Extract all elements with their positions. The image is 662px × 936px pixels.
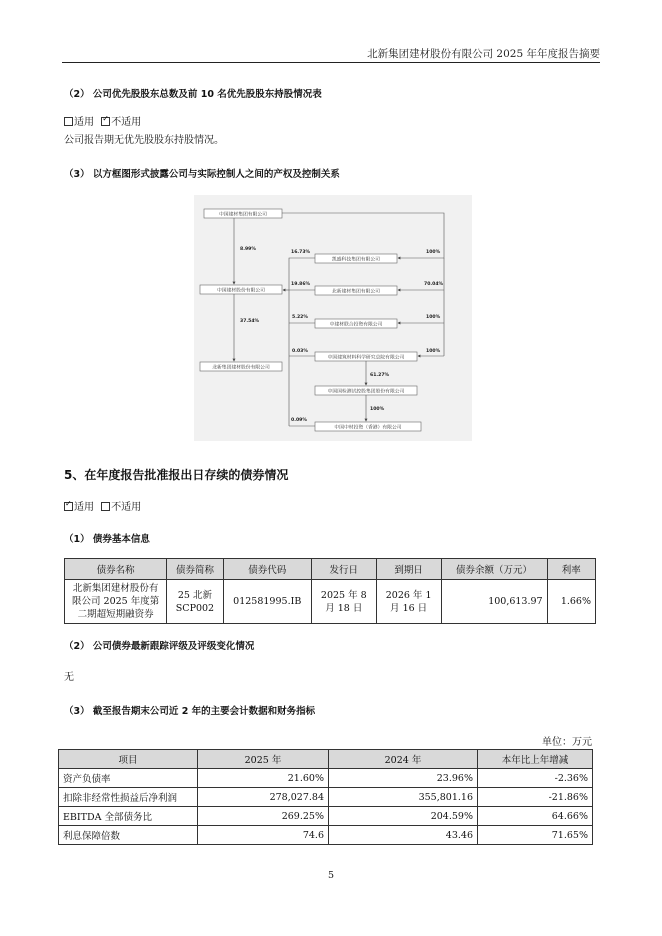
unit-label: 单位：万元 bbox=[542, 737, 592, 748]
pct-research: 0.03% bbox=[292, 349, 308, 354]
col-header: 债券余额（万元） bbox=[441, 559, 547, 580]
fin-item: 扣除非经常性损益后净利润 bbox=[59, 788, 198, 807]
rating-none-text: 无 bbox=[64, 672, 74, 683]
checkbox-applicable bbox=[64, 117, 73, 126]
node-hk: 中国中材投资（香港）有限公司 bbox=[334, 425, 402, 431]
pct-kaisheng: 16.73% bbox=[291, 250, 311, 255]
col-header: 2024 年 bbox=[329, 750, 478, 769]
pct-zhongjian-parent: 100% bbox=[426, 315, 441, 320]
bond-balance: 100,613.97 bbox=[441, 580, 547, 624]
table-row bbox=[59, 769, 593, 788]
fin-2024: 23.96% bbox=[329, 769, 478, 788]
node-bnbm: 北新集团建材股份有限公司 bbox=[212, 365, 270, 371]
col-header: 利率 bbox=[547, 559, 595, 580]
fin-2024: 355,801.16 bbox=[329, 788, 478, 807]
pct-cnbm-bnbm: 37.54% bbox=[240, 319, 260, 324]
checkbox-not-applicable-checked bbox=[101, 117, 110, 126]
node-ctc: 中国国检测试控股集团股份有限公司 bbox=[327, 389, 405, 395]
fin-2025: 269.25% bbox=[198, 807, 329, 826]
col-header: 项目 bbox=[59, 750, 198, 769]
bond-table-header bbox=[65, 559, 596, 580]
bond-short-name: 25 北新 SCP002 bbox=[167, 580, 223, 624]
bond-issue-date: 2025 年 8 月 18 日 bbox=[311, 580, 376, 624]
page-number: 5 bbox=[327, 870, 335, 881]
pct-kaisheng-parent: 100% bbox=[426, 250, 441, 255]
fin-change: 64.66% bbox=[478, 807, 593, 826]
pct-hk-parent: 100% bbox=[370, 407, 385, 412]
col-header: 本年比上年增减 bbox=[478, 750, 593, 769]
node-bnbm-group: 北新建材集团有限公司 bbox=[332, 289, 380, 295]
table-row bbox=[65, 580, 596, 624]
pct-research-parent: 100% bbox=[426, 349, 441, 354]
pct-ctc: 61.27% bbox=[370, 373, 390, 378]
bond-rate: 1.66% bbox=[547, 580, 595, 624]
fin-change: 71.65% bbox=[478, 826, 593, 845]
table-row bbox=[59, 788, 593, 807]
node-kaisheng: 凯盛科技集团有限公司 bbox=[332, 257, 380, 263]
fin-change: -21.86% bbox=[478, 788, 593, 807]
bond-basic-info-heading: （1） 债券基本信息 bbox=[64, 534, 150, 545]
node-research: 中国建筑材料科学研究总院有限公司 bbox=[327, 355, 405, 361]
fin-2024: 204.59% bbox=[329, 807, 478, 826]
ownership-diagram bbox=[194, 195, 472, 441]
col-header: 债券代码 bbox=[223, 559, 311, 580]
col-header: 2025 年 bbox=[198, 750, 329, 769]
fin-item: 利息保障倍数 bbox=[59, 826, 198, 845]
financial-table-header bbox=[59, 750, 593, 769]
node-cnbm: 中国建材股份有限公司 bbox=[217, 288, 265, 294]
section5-heading: 5、在年度报告批准报出日存续的债券情况 bbox=[64, 468, 289, 482]
financial-heading: （3） 截至报告期末公司近 2 年的主要会计数据和财务指标 bbox=[64, 706, 316, 717]
pct-bnbm-group-parent: 70.04% bbox=[424, 282, 444, 287]
col-header: 债券名称 bbox=[65, 559, 167, 580]
bond-code: 012581995.IB bbox=[223, 580, 311, 624]
preferred-applicability bbox=[64, 113, 141, 128]
fin-2025: 21.60% bbox=[198, 769, 329, 788]
financial-table bbox=[58, 749, 593, 845]
fin-item: EBITDA 全部债务比 bbox=[59, 807, 198, 826]
rating-heading: （2） 公司债券最新跟踪评级及评级变化情况 bbox=[64, 641, 255, 652]
option-applicable-label: 适用 bbox=[74, 502, 94, 513]
pct-hk: 0.09% bbox=[291, 418, 307, 423]
node-cnbm-group: 中国建材集团有限公司 bbox=[219, 212, 267, 218]
pct-zhongjian: 5.22% bbox=[292, 315, 308, 320]
pct-group-cnbm: 8.99% bbox=[240, 247, 256, 252]
fin-2025: 278,027.84 bbox=[198, 788, 329, 807]
section-preferred-heading: （2） 公司优先股股东总数及前 10 名优先股股东持股情况表 bbox=[64, 89, 322, 100]
page-header-title: 北新集团建材股份有限公司 2025 年年度报告摘要 bbox=[367, 48, 600, 60]
col-header: 到期日 bbox=[376, 559, 441, 580]
bond-applicability bbox=[64, 498, 141, 513]
node-zhongjian: 中建材联合投资有限公司 bbox=[329, 322, 383, 328]
checkbox-not-applicable bbox=[101, 502, 110, 511]
header-rule bbox=[62, 62, 600, 63]
fin-2024: 43.46 bbox=[329, 826, 478, 845]
table-row bbox=[59, 826, 593, 845]
option-not-applicable-label: 不适用 bbox=[111, 502, 142, 513]
ownership-diagram-svg bbox=[194, 195, 472, 441]
fin-change: -2.36% bbox=[478, 769, 593, 788]
pct-bnbm-group: 19.86% bbox=[291, 282, 311, 287]
preferred-text: 公司报告期无优先股股东持股情况。 bbox=[64, 135, 224, 146]
option-not-applicable-label: 不适用 bbox=[111, 117, 142, 128]
bond-table bbox=[64, 558, 596, 624]
checkbox-applicable-checked bbox=[64, 502, 73, 511]
section-ownership-heading: （3） 以方框图形式披露公司与实际控制人之间的产权及控制关系 bbox=[64, 169, 340, 180]
bond-name: 北新集团建材股份有限公司 2025 年度第二期超短期融资券 bbox=[65, 580, 167, 624]
fin-2025: 74.6 bbox=[198, 826, 329, 845]
option-applicable-label: 适用 bbox=[74, 117, 94, 128]
col-header: 发行日 bbox=[311, 559, 376, 580]
table-row bbox=[59, 807, 593, 826]
col-header: 债券简称 bbox=[167, 559, 223, 580]
fin-item: 资产负债率 bbox=[59, 769, 198, 788]
bond-maturity-date: 2026 年 1 月 16 日 bbox=[376, 580, 441, 624]
